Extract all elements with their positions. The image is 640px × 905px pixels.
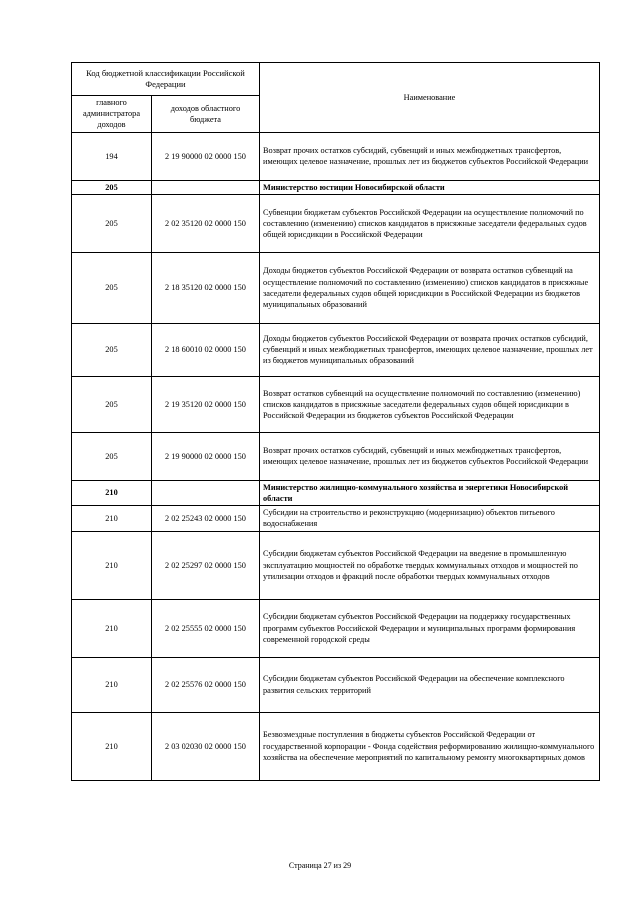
income-name: Субсидии на строительство и реконструкцию (модернизацию) объектов питьевого водоснабжения [260, 506, 600, 531]
admin-code: 205 [72, 194, 152, 252]
admin-code: 210 [72, 531, 152, 599]
table-row [72, 657, 600, 712]
table-row [72, 132, 600, 180]
income-code: 2 03 02030 02 0000 150 [152, 712, 260, 780]
income-name: Безвозмездные поступления в бюджеты субъектов Российской Федерации от государственной корпорации - Фонда содействия реформированию жилищно-коммунального хозяйства на обеспечение мероприятий по капитальному ремонту многоквартирных домов [260, 712, 600, 780]
income-name: Возврат прочих остатков субсидий, субвенций и иных межбюджетных трансфертов, имеющих целевое назначение, прошлых лет из бюджетов субъектов Российской Федерации [260, 132, 600, 180]
income-code: 2 02 25297 02 0000 150 [152, 531, 260, 599]
income-code [152, 180, 260, 194]
income-code: 2 02 25243 02 0000 150 [152, 506, 260, 531]
income-code: 2 18 60010 02 0000 150 [152, 323, 260, 376]
income-code: 2 18 35120 02 0000 150 [152, 252, 260, 323]
income-code: 2 19 90000 02 0000 150 [152, 132, 260, 180]
admin-code: 205 [72, 252, 152, 323]
header-classification-group: Код бюджетной классификации Российской Федерации [72, 63, 260, 96]
income-name: Возврат прочих остатков субсидий, субвенций и иных межбюджетных трансфертов, имеющих целевое назначение, прошлых лет из бюджетов субъектов Российской Федерации [260, 432, 600, 480]
admin-code: 205 [72, 432, 152, 480]
income-code: 2 02 25576 02 0000 150 [152, 657, 260, 712]
admin-code: 210 [72, 480, 152, 505]
table-row [72, 432, 600, 480]
admin-code: 194 [72, 132, 152, 180]
budget-classification-table [71, 62, 600, 781]
income-code: 2 02 35120 02 0000 150 [152, 194, 260, 252]
income-name: Субсидии бюджетам субъектов Российской Федерации на обеспечение комплексного развития сельских территорий [260, 657, 600, 712]
table-header-row [72, 63, 600, 96]
admin-code: 210 [72, 657, 152, 712]
income-name: Субсидии бюджетам субъектов Российской Федерации на поддержку государственных программ субъектов Российской Федерации и муниципальных программ формирования современной городской среды [260, 599, 600, 657]
section-title: Министерство жилищно-коммунального хозяйства и энергетики Новосибирской области [260, 480, 600, 505]
income-code: 2 19 35120 02 0000 150 [152, 376, 260, 432]
income-name: Возврат остатков субвенций на осуществление полномочий по составлению (изменению) списков кандидатов в присяжные заседатели федеральных судов общей юрисдикции в Российской Федерации из бюджетов субъектов Российской Федерации [260, 376, 600, 432]
income-code: 2 02 25555 02 0000 150 [152, 599, 260, 657]
admin-code: 205 [72, 376, 152, 432]
header-income: доходов областного бюджета [152, 96, 260, 133]
income-name: Доходы бюджетов субъектов Российской Федерации от возврата прочих остатков субсидий, субвенций и иных межбюджетных трансфертов, имеющих целевое назначение, прошлых лет из бюджетов муниципальных образований [260, 323, 600, 376]
table-row [72, 323, 600, 376]
income-name: Субсидии бюджетам субъектов Российской Федерации на введение в промышленную эксплуатацию мощностей по обработке твердых коммунальных отходов и мощностей по утилизации отходов и фракций после обработки твердых коммунальных отходов [260, 531, 600, 599]
income-name: Доходы бюджетов субъектов Российской Федерации от возврата остатков субвенций на осуществление полномочий по составлению (изменению) списков кандидатов в присяжные заседатели федеральных судов общей юрисдикции в Российской Федерации из бюджетов муниципальных образований [260, 252, 600, 323]
table-row [72, 712, 600, 780]
table-row [72, 599, 600, 657]
admin-code: 205 [72, 323, 152, 376]
admin-code: 210 [72, 599, 152, 657]
table-row-section [72, 180, 600, 194]
income-name: Субвенции бюджетам субъектов Российской Федерации на осуществление полномочий по составлению (изменению) списков кандидатов в присяжные заседатели федеральных судов общей юрисдикции в Российской Федерации [260, 194, 600, 252]
admin-code: 210 [72, 712, 152, 780]
header-admin: главного администратора доходов [72, 96, 152, 133]
table-row [72, 252, 600, 323]
table-row [72, 531, 600, 599]
income-code [152, 480, 260, 505]
table-row [72, 376, 600, 432]
header-name: Наименование [260, 63, 600, 133]
table-row [72, 194, 600, 252]
admin-code: 205 [72, 180, 152, 194]
table-row-section [72, 480, 600, 505]
income-code: 2 19 90000 02 0000 150 [152, 432, 260, 480]
page-number: Страница 27 из 29 [288, 861, 352, 870]
table-row [72, 506, 600, 531]
section-title: Министерство юстиции Новосибирской области [260, 180, 600, 194]
admin-code: 210 [72, 506, 152, 531]
